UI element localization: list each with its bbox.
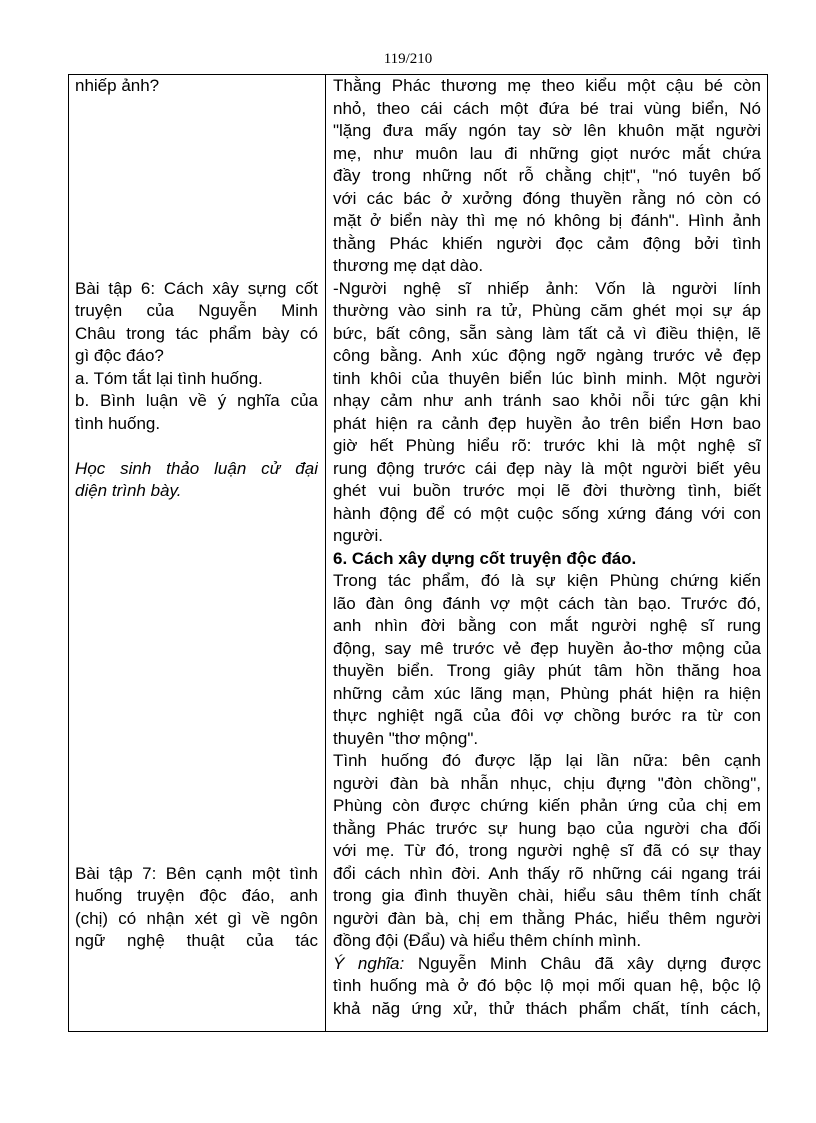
right-column-line: Tình huống đó được lặp lại lần nữa: bên cạnh xyxy=(333,751,761,770)
right-column-line: những cảm xúc lãng mạn, Phùng phát hiện ra hiện xyxy=(333,683,761,703)
right-column-line: hành động để có một cuộc sống xứng đáng với con xyxy=(333,503,761,523)
right-column-line: thường vào sinh ra tử, Phùng căm ghét mọi sự áp xyxy=(333,301,761,320)
page-number: 119/210 xyxy=(383,51,433,67)
right-column-line: Phùng còn được chứng kiến phản ứng của chị em xyxy=(333,796,761,815)
right-column-line: đầy trong những nốt rỗ chằng chịt", "nó tuyên bố xyxy=(333,166,761,185)
right-column-line: người. xyxy=(333,526,383,545)
blank-line xyxy=(75,570,318,593)
left-column-line: truyện của Nguyễn Minh xyxy=(75,301,318,320)
right-column-line: mẹ, như muôn lau đi những giọt nước mắt chứa xyxy=(333,143,761,163)
right-column xyxy=(333,75,761,1020)
right-column-line: bức, bất công, sẵn sàng làm tất cả vì điều thiện, lẽ xyxy=(333,323,761,343)
right-column-line: nhạy cảm như anh tránh sao khỏi nỗi tức gận khi xyxy=(333,391,761,410)
right-column-line: -Người nghệ sĩ nhiếp ảnh: Vốn là người lính xyxy=(333,278,761,298)
blank-line xyxy=(75,728,318,751)
blank-line xyxy=(75,120,318,143)
right-column-line: khả năg ứng xử, thử thách phẩm chất, tính cách, xyxy=(333,998,761,1018)
right-column-line: 6. Cách xây dựng cốt truyện độc đáo. xyxy=(333,548,637,568)
column-divider xyxy=(325,75,326,1031)
right-column-line: Thằng Phác thương mẹ theo kiểu một cậu bé còn xyxy=(333,76,761,95)
right-column-line: thực nghiệt ngã của đôi vợ chồng bước ra từ con xyxy=(333,706,761,725)
right-column-line: Trong tác phẩm, đó là sự kiện Phùng chứng kiến xyxy=(333,571,761,590)
content-table xyxy=(68,74,768,1032)
blank-line xyxy=(75,840,318,863)
left-column-line: tình huống. xyxy=(75,413,161,433)
right-column-line: tình huống mà ở đó bộc lộ mọi mối quan hệ, bộc lộ xyxy=(333,976,761,995)
right-column-line: mặt ở biển này thì mẹ nó không bị đánh". Hình ảnh xyxy=(333,211,761,230)
blank-line xyxy=(75,233,318,256)
right-column-line: công bằng. Anh xúc động ngỡ ngàng trước vẻ đẹp xyxy=(333,346,761,365)
right-column-line: thằng Phác khiến người đọc cảm động bởi tình xyxy=(333,233,761,253)
blank-line xyxy=(75,548,318,571)
right-column-line: động, say mê trước vẻ đẹp huyền ảo-thơ mộng của xyxy=(333,638,761,658)
right-column-line: trong gia đình thuyền chài, hiểu sâu thêm tính chất xyxy=(333,886,761,905)
blank-line xyxy=(75,750,318,773)
blank-line xyxy=(75,210,318,233)
right-column-line: nhỏ, theo cái cách một đứa bé trai vùng biển, Nó xyxy=(333,98,761,118)
blank-line xyxy=(75,188,318,211)
left-column-line: huống truyện độc đáo, anh xyxy=(75,886,318,905)
right-column-line: phát hiện ra cảnh đẹp huyền ảo trên biển Hơn bao xyxy=(333,413,761,433)
right-column-line: thuyền biển. Trong giây phút tâm hồn thăng hoa xyxy=(333,661,761,680)
blank-line xyxy=(75,143,318,166)
right-column-line: thằng Phác trước sự hung bạo của người cha đối xyxy=(333,818,761,838)
right-column-line: anh nhìn đời bằng con mắt người nghệ sĩ rung xyxy=(333,616,761,635)
right-column-line: đồng đội (Đẩu) và hiểu thêm chính mình. xyxy=(333,931,642,950)
right-column-line: với mẹ. Từ đó, trong người nghệ sĩ đã có sự thay xyxy=(333,841,761,860)
blank-line xyxy=(75,615,318,638)
right-column-line xyxy=(333,953,761,976)
blank-line xyxy=(75,683,318,706)
left-column-line: gì độc đáo? xyxy=(75,346,164,365)
blank-line xyxy=(75,503,318,526)
left-column-line: ngữ nghệ thuật của tác xyxy=(75,931,318,950)
right-column-line: thuyên "thơ mộng". xyxy=(333,728,479,748)
left-column-line: (chị) có nhận xét gì về ngôn xyxy=(75,908,318,928)
left-column-line: Châu trong tác phẩm bày có xyxy=(75,323,318,343)
left-column-line: Học sinh thảo luận cử đại xyxy=(75,458,318,478)
left-column-line: nhiếp ảnh? xyxy=(75,76,160,95)
line-text: Nguyễn Minh Châu đã xây dựng được xyxy=(404,953,761,973)
right-column-line: lão đàn ông đánh vợ một cách tàn bạo. Trước đó, xyxy=(333,593,761,613)
left-column-line: Bài tập 6: Cách xây sựng cốt xyxy=(75,278,318,298)
blank-line xyxy=(75,773,318,796)
blank-line xyxy=(75,165,318,188)
right-column-line: "lặng đưa mấy ngón tay sờ lên khuôn mặt người xyxy=(333,121,761,140)
right-column-line: đổi cách nhìn đời. Anh thấy rõ những cái ngang trái xyxy=(333,863,761,883)
blank-line xyxy=(75,660,318,683)
blank-line xyxy=(75,98,318,121)
blank-line xyxy=(75,593,318,616)
left-column-line: a. Tóm tắt lại tình huống. xyxy=(75,368,263,388)
right-column-line: ghét vui buồn trước mọi lẽ đời thường tình, biết xyxy=(333,481,761,500)
blank-line xyxy=(75,795,318,818)
blank-line xyxy=(75,525,318,548)
blank-line xyxy=(75,435,318,458)
left-column-line: Bài tập 7: Bên cạnh một tình xyxy=(75,863,318,883)
right-column-line: thương mẹ dạt dào. xyxy=(333,256,484,275)
right-column-line: với các bác ở xưởng đóng thuyền rằng nó còn có xyxy=(333,188,761,208)
blank-line xyxy=(75,818,318,841)
blank-line xyxy=(75,705,318,728)
right-column-line: người đàn bà, chị em thằng Phác, hiểu thêm người xyxy=(333,908,761,928)
lead-label: Ý nghĩa: xyxy=(333,953,405,973)
right-column-line: tinh khôi của thuyên biển lúc bình minh. Một người xyxy=(333,368,761,388)
left-column-line: b. Bình luận về ý nghĩa của xyxy=(75,391,318,410)
left-column-line: diện trình bày. xyxy=(75,481,182,500)
left-column xyxy=(75,75,318,953)
right-column-line: rung động trước cái đẹp này là một người biết yêu xyxy=(333,458,761,478)
right-column-line: người đàn bà nhẫn nhục, chịu đựng "đòn chồng", xyxy=(333,773,761,793)
blank-line xyxy=(75,638,318,661)
blank-line xyxy=(75,255,318,278)
right-column-line: giờ hết Phùng hiểu rõ: trước khi là một nghệ sĩ xyxy=(333,436,761,455)
